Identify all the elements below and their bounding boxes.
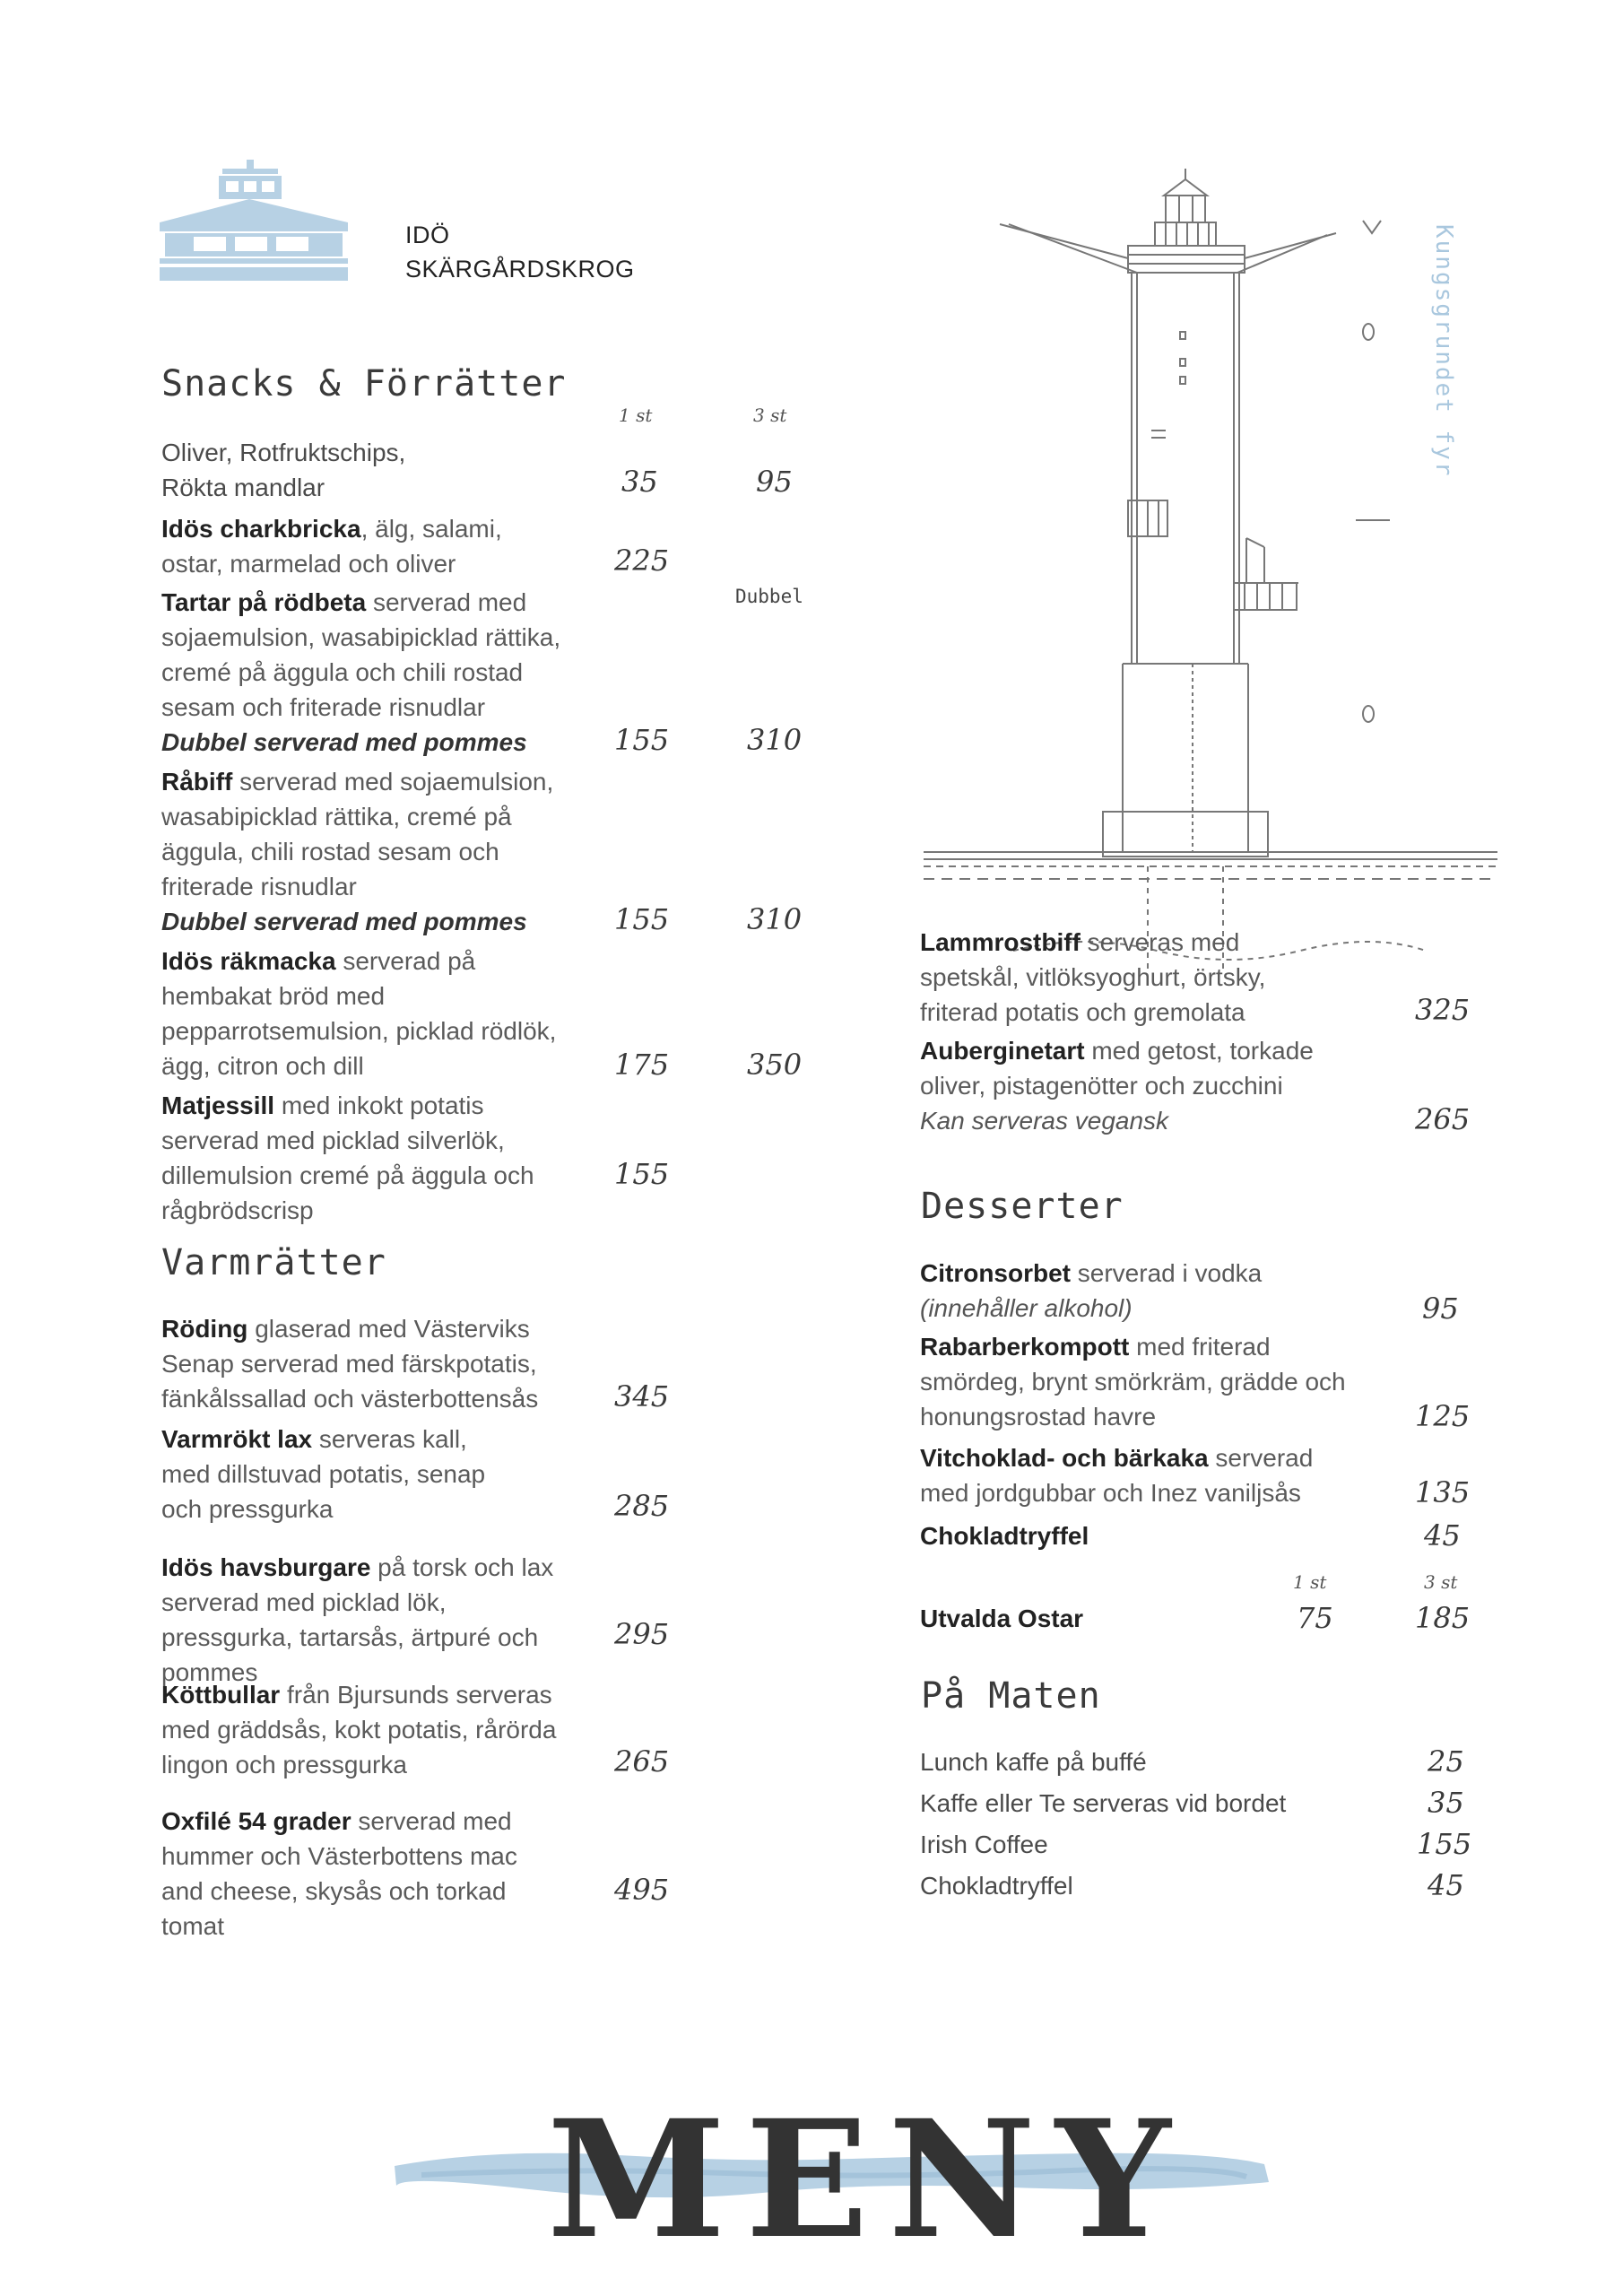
price-lunch-kaffe: 25 [1428, 1744, 1464, 1779]
menu-item-rabarberkompott: Rabarberkompott med friterad smördeg, brynt smörkräm, grädde och honungsrostad havre [920, 1333, 1346, 1431]
menu-item-matjessill: Matjessill med inkokt potatis serverad med picklad silverlök, dillemulsion cremé på äggula och rågbrödscrisp [161, 1091, 534, 1224]
menu-item-tartar: Tartar på rödbeta serverad med sojaemulsion, wasabipicklad rättika, cremé på äggula och chili rostad sesam och friterade risnudlar Dubbel serverad med pommes [161, 588, 561, 756]
menu-item-chokladtryffel-2: Chokladtryffel [920, 1872, 1073, 1900]
col-label-3st: 3 st [753, 404, 787, 426]
menu-item-varmrokt-lax: Varmrökt lax serveras kall, med dillstuvad potatis, senap och pressgurka [161, 1425, 486, 1523]
menu-item-utvalda-ostar: Utvalda Ostar [920, 1605, 1084, 1632]
menu-item-lunch-kaffe: Lunch kaffe på buffé [920, 1748, 1147, 1776]
price-roding: 345 [614, 1379, 670, 1413]
price-lammrostbiff: 325 [1415, 993, 1471, 1027]
section-title-pa-maten: På Maten [921, 1675, 1101, 1717]
menu-item-kaffe-te: Kaffe eller Te serveras vid bordet [920, 1789, 1287, 1817]
section-title-snacks: Snacks & Förrätter [161, 363, 567, 404]
price-rakmacka-2: 350 [747, 1048, 803, 1082]
price-rabiff-1: 155 [614, 902, 670, 936]
price-oliver-1: 35 [621, 465, 658, 499]
dessert-col-label-3st: 3 st [1424, 1571, 1458, 1593]
lighthouse-illustration [924, 161, 1497, 987]
menu-item-irish-coffee: Irish Coffee [920, 1831, 1048, 1858]
price-tartar-1: 155 [614, 723, 670, 757]
price-rabarberkompott: 125 [1415, 1399, 1471, 1433]
price-rakmacka-1: 175 [614, 1048, 670, 1082]
price-rabiff-2: 310 [747, 902, 803, 936]
col-label-1st: 1 st [619, 404, 653, 426]
menu-item-kottbullar: Köttbullar från Bjursunds serveras med gräddsås, kokt potatis, rårörda lingon och pressgurka [161, 1681, 557, 1779]
menu-item-chokladtryffel: Chokladtryffel [920, 1522, 1089, 1550]
price-utvalda-ostar-3: 185 [1415, 1601, 1471, 1635]
price-charkbricka: 225 [614, 544, 670, 578]
menu-item-oxfile: Oxfilé 54 grader serverad med hummer och Västerbottens mac and cheese, skysås och torkad tomat [161, 1807, 517, 1940]
dessert-col-label-1st: 1 st [1293, 1571, 1327, 1593]
menu-item-rakmacka: Idös räkmacka serverad på hembakat bröd med pepparrotsemulsion, picklad rödlök, ägg, citron och dill [161, 947, 557, 1080]
section-title-varmratter: Varmrätter [161, 1242, 386, 1283]
price-oxfile: 495 [614, 1873, 670, 1907]
price-varmrokt-lax: 285 [614, 1489, 670, 1523]
menu-item-vitchoklad: Vitchoklad- och bärkaka serverad med jordgubbar och Inez vaniljsås [920, 1444, 1314, 1507]
brand-line-2: SKÄRGÅRDSKROG [405, 256, 635, 283]
price-irish-coffee: 155 [1417, 1827, 1472, 1861]
menu-item-rabiff: Råbiff serverad med sojaemulsion, wasabipicklad rättika, cremé på äggula, chili rostad sesam och friterade risnudlar Dubbel serverad med pommes [161, 768, 554, 935]
price-vitchoklad: 135 [1415, 1475, 1471, 1509]
brand-line-1: IDÖ [405, 222, 450, 248]
price-oliver-3: 95 [756, 465, 793, 499]
price-kaffe-te: 35 [1428, 1786, 1464, 1820]
price-matjessill: 155 [614, 1157, 670, 1191]
price-citronsorbet: 95 [1422, 1292, 1459, 1326]
dubbel-col-label: Dubbel [735, 586, 803, 607]
price-chokladtryffel-2: 45 [1428, 1868, 1464, 1902]
menu-item-charkbricka: Idös charkbricka, älg, salami, ostar, marmelad och oliver [161, 515, 502, 578]
footer-meny-title: MENY [547, 2085, 1191, 2274]
menu-item-havsburgare: Idös havsburgare på torsk och lax serverad med picklad lök, pressgurka, tartarsås, ärtpuré och pommes [161, 1553, 554, 1686]
price-kottbullar: 265 [614, 1744, 670, 1779]
menu-item-citronsorbet: Citronsorbet serverad i vodka (innehåller alkohol) [920, 1259, 1263, 1322]
restaurant-logo [160, 160, 348, 281]
menu-item-oliver: Oliver, Rotfruktschips, Rökta mandlar [161, 439, 406, 501]
price-utvalda-ostar-1: 75 [1297, 1601, 1333, 1635]
lighthouse-caption: Kungsgrundet fyr [1430, 224, 1457, 478]
menu-item-lammrostbiff: Lammrostbiff serveras med spetskål, vitlöksyoghurt, örtsky, friterad potatis och gremolata [920, 928, 1266, 1026]
price-auberginetart: 265 [1415, 1102, 1471, 1136]
price-tartar-2: 310 [747, 723, 803, 757]
menu-item-roding: Röding glaserad med Västerviks Senap serverad med färskpotatis, fänkålssallad och västerbottensås [161, 1315, 539, 1413]
section-title-desserter: Desserter [921, 1186, 1124, 1227]
brand-name [405, 218, 635, 286]
price-havsburgare: 295 [614, 1617, 670, 1651]
price-chokladtryffel: 45 [1424, 1518, 1461, 1552]
menu-item-auberginetart: Auberginetart med getost, torkade oliver, pistagenötter och zucchini Kan serveras vegansk [920, 1037, 1314, 1135]
